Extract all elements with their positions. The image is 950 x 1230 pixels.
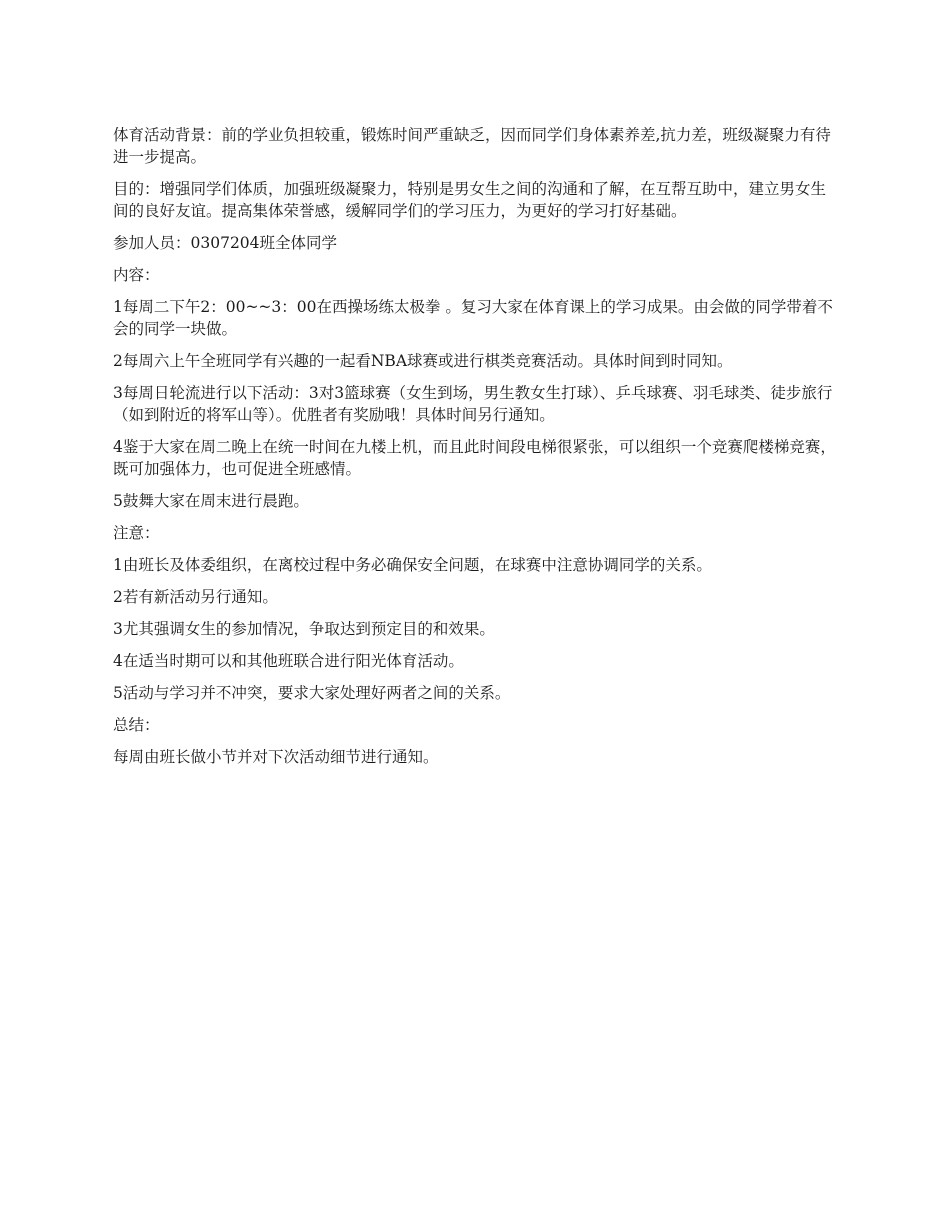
note-item-2: 2若有新活动另行通知。: [113, 588, 278, 606]
heading-notes: 注意：: [113, 524, 160, 542]
note-item-5: 5活动与学习并不冲突，要求大家处理好两者之间的关系。: [113, 684, 511, 702]
content-item-1: 1每周二下午2：00~~3：00在西操场练太极拳 。复习大家在体育课上的学习成果。由会做的同学带着不会的同学一块做。: [113, 298, 833, 338]
summary-text: 每周由班长做小节并对下次活动细节进行通知。: [113, 748, 439, 766]
content-item-4: 4鉴于大家在周二晚上在统一时间在九楼上机，而且此时间段电梯很紧张，可以组织一个竞赛爬楼梯竞赛，既可加强体力，也可促进全班感情。: [113, 438, 836, 478]
paragraph-background: 体育活动背景：前的学业负担较重，锻炼时间严重缺乏，因而同学们身体素养差,抗力差，班级凝聚力有待进一步提高。: [113, 126, 831, 166]
content-item-5: 5鼓舞大家在周末进行晨跑。: [113, 492, 309, 510]
paragraph-purpose: 目的：增强同学们体质，加强班级凝聚力，特别是男女生之间的沟通和了解，在互帮互助中，建立男女生间的良好友谊。提高集体荣誉感，缓解同学们的学习压力，为更好的学习打好基础。: [113, 180, 827, 220]
paragraph-participants: 参加人员：0307204班全体同学: [113, 234, 338, 252]
heading-content: 内容：: [113, 266, 160, 284]
heading-summary: 总结：: [113, 716, 160, 734]
content-item-2: 2每周六上午全班同学有兴趣的一起看NBA球赛或进行棋类竞赛活动。具体时间到时同知。: [113, 352, 733, 370]
content-item-3: 3每周日轮流进行以下活动：3对3篮球赛（女生到场，男生教女生打球）、乒乓球赛、羽毛球类、徒步旅行（如到附近的将军山等）。优胜者有奖励哦！具体时间另行通知。: [113, 384, 833, 424]
note-item-4: 4在适当时期可以和其他班联合进行阳光体育活动。: [113, 652, 464, 670]
document-body: [113, 124, 841, 778]
note-item-3: 3尤其强调女生的参加情况，争取达到预定目的和效果。: [113, 620, 495, 638]
note-item-1: 1由班长及体委组织，在离校过程中务必确保安全问题，在球赛中注意协调同学的关系。: [113, 556, 712, 574]
